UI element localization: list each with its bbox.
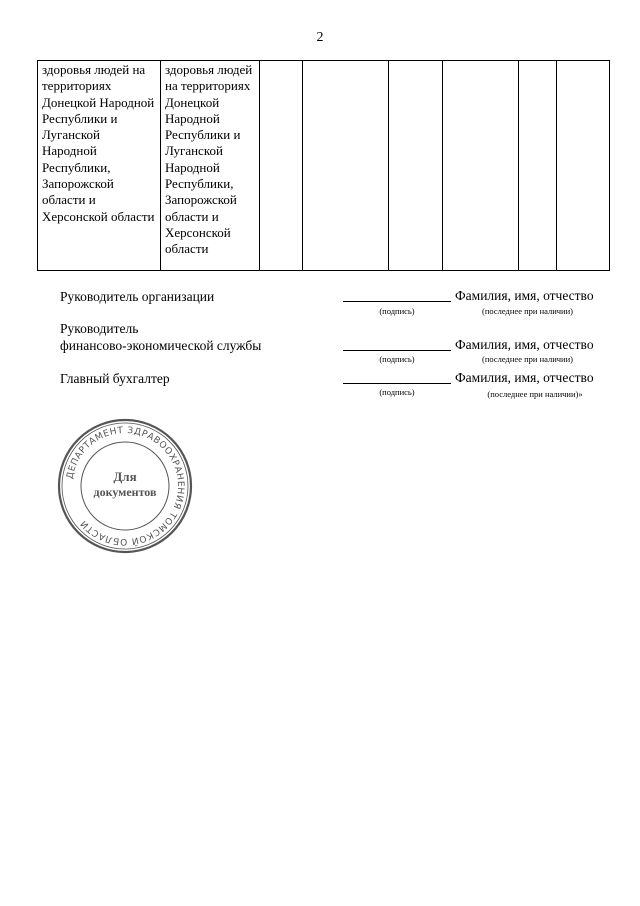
table-row [38, 61, 610, 271]
stamp-center-line1: Для [113, 469, 137, 484]
table-cell [443, 61, 519, 271]
page-number: 2 [316, 30, 324, 45]
head-name: Фамилия, имя, отчество [455, 288, 594, 303]
table-cell [260, 61, 303, 271]
accountant-label: Главный бухгалтер [60, 371, 170, 386]
table-cell: здоровья людей на территориях Донецкой Народной Республики и Луганской Народной Республики, Запорожской области и Херсонской области [38, 61, 161, 271]
accountant-sign-caption: (подпись) [379, 387, 415, 397]
accountant-name: Фамилия, имя, отчество [455, 370, 594, 385]
finance-label-line1: Руководитель [60, 321, 139, 336]
stamp-ring-text: ДЕПАРТАМЕНТ ЗДРАВООХРАНЕНИЯ ТОМСКОЙ ОБЛАСТИ [65, 425, 186, 547]
accountant-name-caption: (последнее при наличии)» [487, 389, 583, 399]
data-table [37, 60, 610, 271]
head-signature-line [343, 301, 451, 302]
table-cell [557, 61, 610, 271]
table-cell: здоровья людей на территориях Донецкой Народной Республики и Луганской Народной Республики, Запорожской области и Херсонской области [161, 61, 260, 271]
finance-name-caption: (последнее при наличии) [482, 354, 573, 364]
table-cell [303, 61, 389, 271]
head-name-caption: (последнее при наличии) [482, 306, 573, 316]
finance-signature-line [343, 350, 451, 351]
stamp-seal [56, 417, 194, 555]
stamp-center-line2: документов [93, 485, 157, 499]
finance-sign-caption: (подпись) [379, 354, 415, 364]
head-sign-caption: (подпись) [379, 306, 415, 316]
accountant-signature-line [343, 383, 451, 384]
head-label: Руководитель организации [60, 289, 215, 304]
finance-name: Фамилия, имя, отчество [455, 337, 594, 352]
table-cell [519, 61, 557, 271]
table-cell [389, 61, 443, 271]
finance-label-line2: финансово-экономической службы [60, 338, 262, 353]
